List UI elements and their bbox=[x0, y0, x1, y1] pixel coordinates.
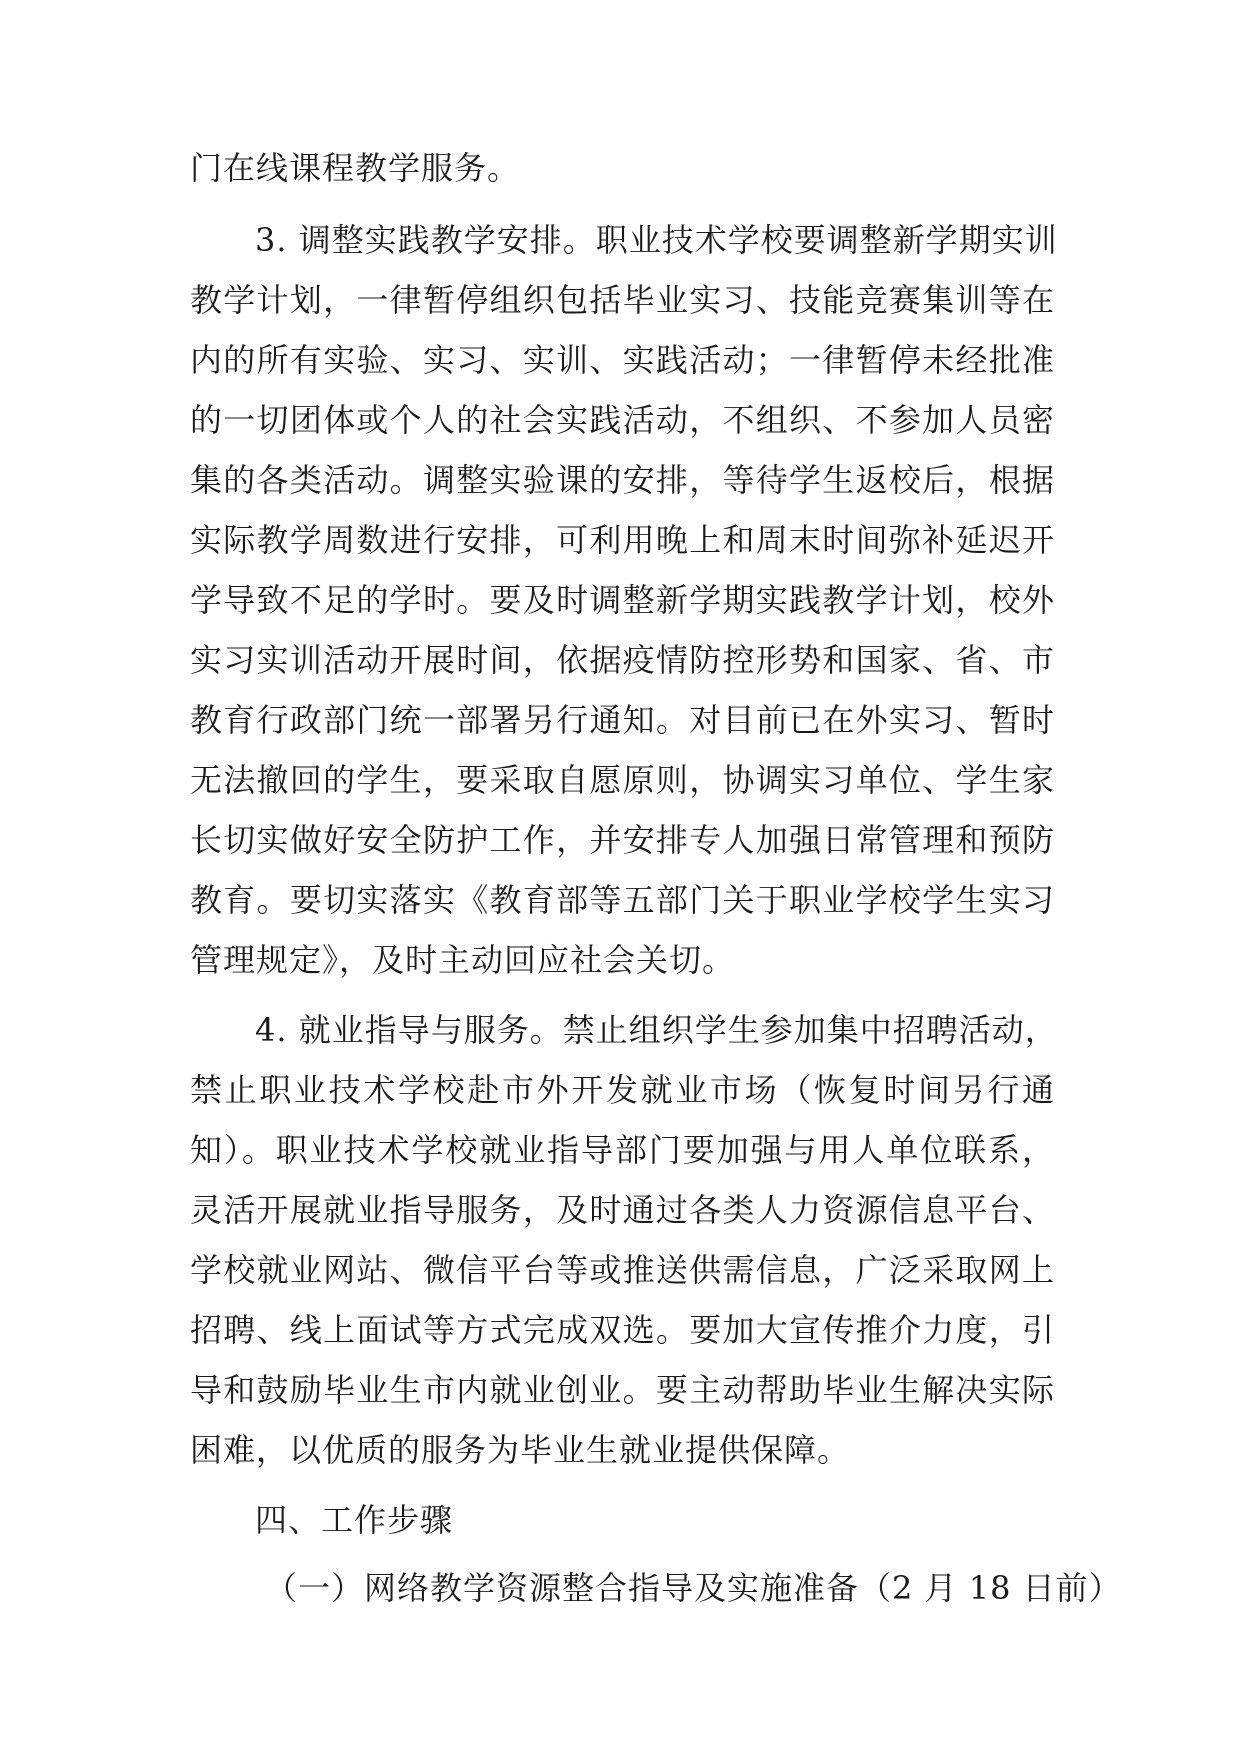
text-line: 的一切团体或个人的社会实践活动，不组织、不参加人员密 bbox=[190, 401, 1055, 439]
text-line: 长切实做好安全防护工作，并安排专人加强日常管理和预防 bbox=[190, 821, 1055, 859]
text-line: 内的所有实验、实习、实训、实践活动；一律暂停未经批准 bbox=[190, 341, 1055, 379]
paragraph-heading-3: 3. 调整实践教学安排。职业技术学校要调整新学期实训 bbox=[255, 221, 1058, 259]
text-line: 招聘、线上面试等方式完成双选。要加大宣传推介力度，引 bbox=[190, 1311, 1055, 1349]
text-line: 教学计划，一律暂停组织包括毕业实习、技能竞赛集训等在 bbox=[190, 281, 1055, 319]
text-line: 教育。要切实落实《教育部等五部门关于职业学校学生实习 bbox=[190, 881, 1055, 919]
text-line: 门在线课程教学服务。 bbox=[190, 149, 521, 187]
text-line: 禁止职业技术学校赴市外开发就业市场（恢复时间另行通 bbox=[190, 1071, 1055, 1109]
text-line: 知）。职业技术学校就业指导部门要加强与用人单位联系， bbox=[190, 1131, 1055, 1169]
text-line: 管理规定》，及时主动回应社会关切。 bbox=[190, 941, 736, 979]
text-line: 导和鼓励毕业生市内就业创业。要主动帮助毕业生解决实际 bbox=[190, 1371, 1055, 1409]
text-line: 困难，以优质的服务为毕业生就业提供保障。 bbox=[190, 1431, 851, 1469]
text-line: 实际教学周数进行安排，可利用晚上和周末时间弥补延迟开 bbox=[190, 521, 1055, 559]
subsection-heading: （一）网络教学资源整合指导及实施准备（2 月 18 日前） bbox=[265, 1569, 1122, 1607]
text-line: 灵活开展就业指导服务，及时通过各类人力资源信息平台、 bbox=[190, 1191, 1055, 1229]
text-line: 实习实训活动开展时间，依据疫情防控形势和国家、省、市 bbox=[190, 641, 1055, 679]
text-line: 学校就业网站、微信平台等或推送供需信息，广泛采取网上 bbox=[190, 1251, 1055, 1289]
text-line: 集的各类活动。调整实验课的安排，等待学生返校后，根据 bbox=[190, 461, 1055, 499]
text-line: 无法撤回的学生，要采取自愿原则，协调实习单位、学生家 bbox=[190, 761, 1055, 799]
paragraph-heading-4: 4. 就业指导与服务。禁止组织学生参加集中招聘活动， bbox=[255, 1011, 1058, 1049]
section-heading: 四、工作步骤 bbox=[255, 1501, 454, 1539]
text-line: 学导致不足的学时。要及时调整新学期实践教学计划，校外 bbox=[190, 581, 1055, 619]
text-line: 教育行政部门统一部署另行通知。对目前已在外实习、暂时 bbox=[190, 701, 1055, 739]
